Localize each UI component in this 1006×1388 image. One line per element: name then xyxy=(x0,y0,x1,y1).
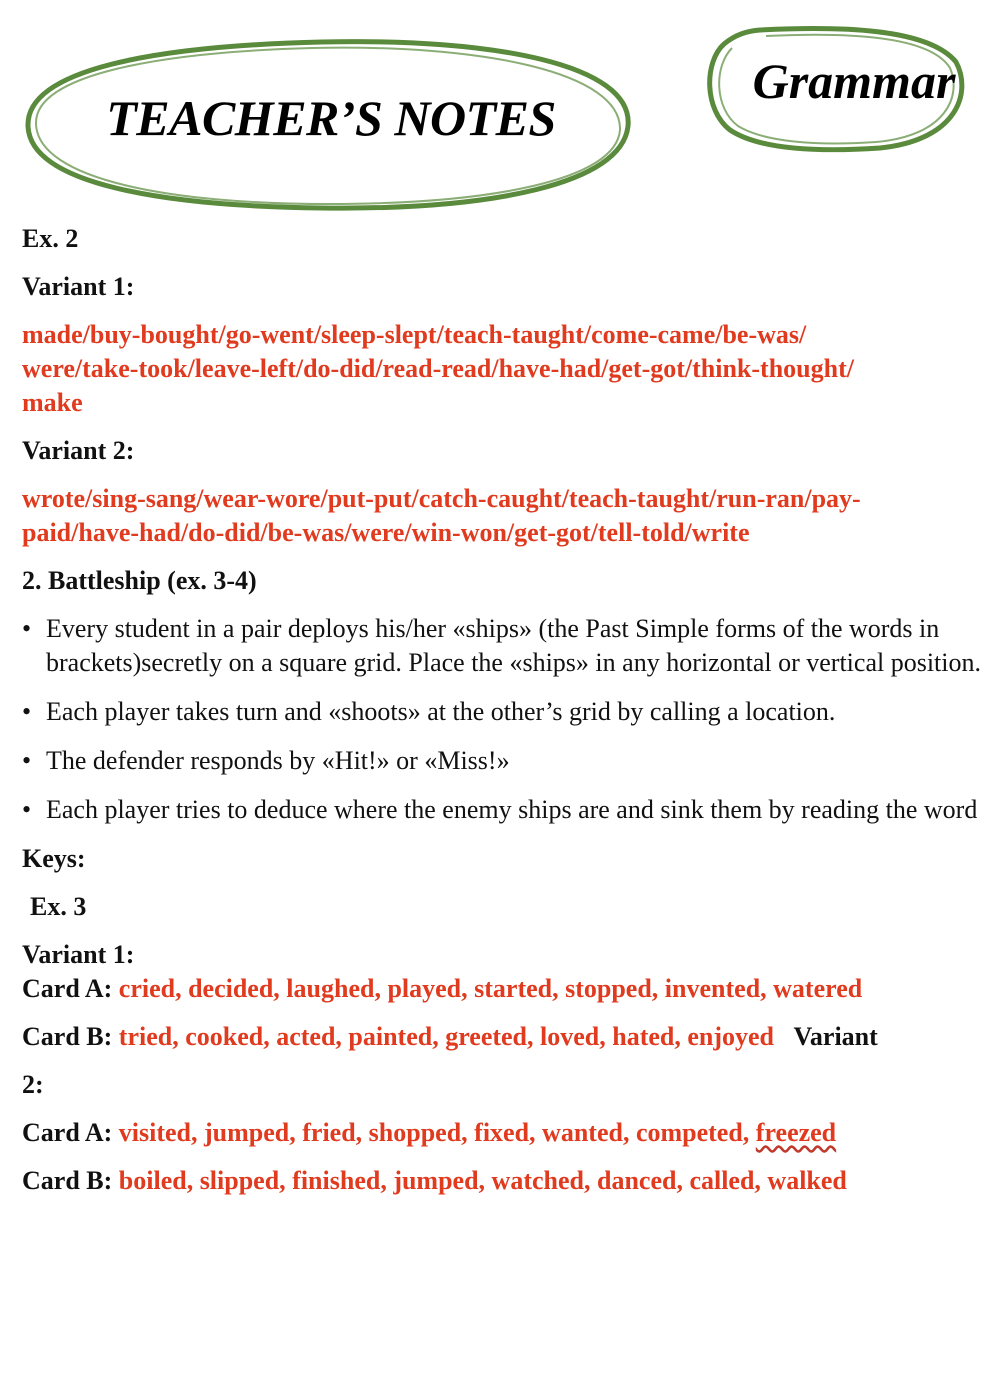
ex2-heading: Ex. 2 xyxy=(22,224,79,253)
answer-line: made/buy-bought/go-went/sleep-slept/teach-taught/come-came/be-was/ xyxy=(22,320,807,349)
notes-content xyxy=(22,222,1000,1212)
answer-line: paid/have-had/do-did/be-was/were/win-won/get-got/tell-told/write xyxy=(22,518,750,547)
keys-variant2-label: Variant xyxy=(793,1022,878,1051)
card-label: Card B: xyxy=(22,1166,119,1195)
ex2-variant2-answers xyxy=(22,482,1000,550)
keys-variant1-label: Variant 1: xyxy=(22,940,135,969)
page-title: TEACHER’S NOTES xyxy=(106,90,556,146)
keys-variant2-label-cont: 2: xyxy=(22,1070,44,1099)
grammar-badge xyxy=(700,22,972,154)
v2-card-b xyxy=(22,1164,1000,1198)
ex2-variant1-answers xyxy=(22,318,1000,420)
answer-line: wrote/sing-sang/wear-wore/put-put/catch-caught/teach-taught/run-ran/pay- xyxy=(22,484,861,513)
card-words: boiled, slipped, finished, jumped, watched, danced, called, walked xyxy=(118,1166,847,1195)
battleship-heading: 2. Battleship (ex. 3-4) xyxy=(22,566,257,595)
card-label: Card B: xyxy=(22,1022,119,1051)
rule-item: • Each player takes turn and «shoots» at the other’s grid by calling a location. xyxy=(22,695,1000,729)
card-label: Card A: xyxy=(22,974,119,1003)
section-badge-label: Grammar xyxy=(752,53,956,109)
card-label: Card A: xyxy=(22,1118,119,1147)
misspelled-word: freezed xyxy=(755,1118,837,1147)
keys-heading: Keys: xyxy=(22,844,86,873)
battleship-rules-list xyxy=(22,612,1000,827)
rule-item: • The defender responds by «Hit!» or «Miss!» xyxy=(22,744,1000,778)
rule-item: • Each player tries to deduce where the enemy ships are and sink them by reading the word xyxy=(22,793,1000,827)
card-words: cried, decided, laughed, played, started, stopped, invented, watered xyxy=(118,974,863,1003)
ex3-label: Ex. 3 xyxy=(30,892,87,921)
v1-card-b xyxy=(22,1020,1000,1054)
answer-line: were/take-took/leave-left/do-did/read-read/have-had/get-got/think-thought/ xyxy=(22,354,854,383)
rule-item: • Every student in a pair deploys his/her «ships» (the Past Simple forms of the words in brackets)secretly on a square grid. Place the «ships» in any horizontal or vertical position. xyxy=(22,612,1000,680)
card-words: visited, jumped, fried, shopped, fixed, wanted, competed, xyxy=(118,1118,756,1147)
v2-card-a xyxy=(22,1116,1000,1150)
title-banner xyxy=(22,34,640,216)
v1-card-a xyxy=(22,972,1000,1006)
ex2-variant2-label: Variant 2: xyxy=(22,436,135,465)
ex2-variant1-label: Variant 1: xyxy=(22,272,135,301)
answer-line: make xyxy=(22,388,83,417)
card-words: tried, cooked, acted, painted, greeted, loved, hated, enjoyed xyxy=(118,1022,775,1051)
